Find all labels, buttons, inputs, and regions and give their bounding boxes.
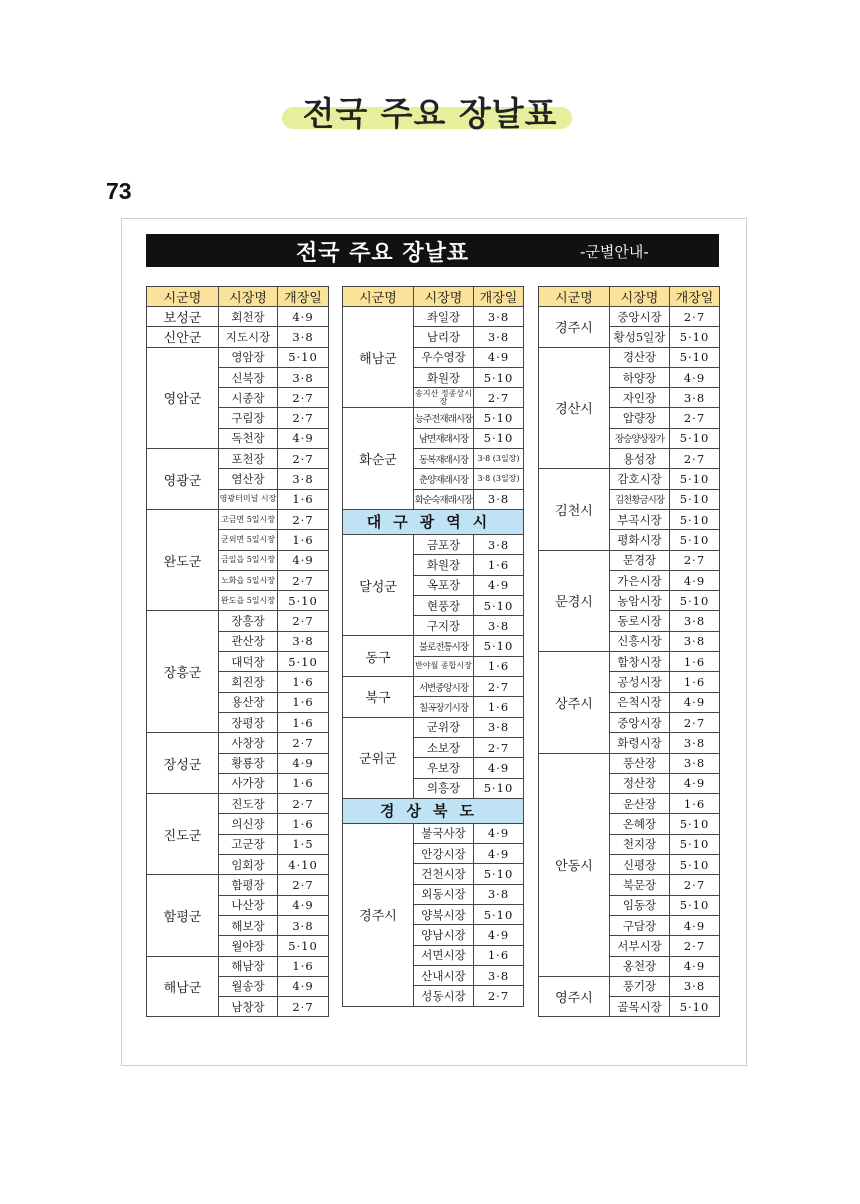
days-cell: 4·9 bbox=[278, 550, 329, 570]
market-cell: 불로전통시장 bbox=[414, 636, 474, 656]
table-row bbox=[147, 611, 329, 631]
page-title-wrap bbox=[0, 88, 860, 135]
days-cell: 1·6 bbox=[474, 697, 524, 717]
header-market: 시장명 bbox=[610, 287, 670, 307]
region-cell: 문경시 bbox=[539, 550, 610, 651]
days-cell: 5·10 bbox=[278, 347, 329, 367]
table-row bbox=[147, 327, 329, 347]
days-cell: 3·8 bbox=[278, 469, 329, 489]
days-cell: 4·9 bbox=[474, 575, 524, 595]
market-cell: 건천시장 bbox=[414, 864, 474, 884]
market-cell: 함창시장 bbox=[610, 652, 670, 672]
days-cell: 2·7 bbox=[670, 408, 720, 428]
market-cell: 사가장 bbox=[219, 773, 278, 793]
days-cell: 2·7 bbox=[474, 388, 524, 408]
days-cell: 5·10 bbox=[670, 855, 720, 875]
market-cell: 송지산 정종상시장 bbox=[414, 388, 474, 408]
market-cell: 동로시장 bbox=[610, 611, 670, 631]
days-cell: 1·6 bbox=[278, 814, 329, 834]
region-cell: 완도군 bbox=[147, 509, 219, 610]
market-table-2 bbox=[342, 286, 524, 1007]
days-cell: 5·10 bbox=[670, 834, 720, 854]
region-cell: 해남군 bbox=[147, 956, 219, 1017]
market-table-3 bbox=[538, 286, 720, 1017]
region-cell: 신안군 bbox=[147, 327, 219, 347]
market-cell: 화원장 bbox=[414, 367, 474, 387]
days-cell: 5·10 bbox=[474, 367, 524, 387]
days-cell: 1·6 bbox=[278, 530, 329, 550]
market-cell: 장승양상장가 bbox=[610, 428, 670, 448]
table-row bbox=[147, 347, 329, 367]
days-cell: 1·6 bbox=[278, 489, 329, 509]
days-cell: 3·8 bbox=[474, 965, 524, 985]
table-banner bbox=[146, 234, 719, 267]
days-cell: 4·9 bbox=[670, 915, 720, 935]
region-cell: 해남군 bbox=[343, 307, 414, 408]
market-cell: 화령시장 bbox=[610, 733, 670, 753]
market-cell: 군외면 5일시장 bbox=[219, 530, 278, 550]
days-cell: 4·9 bbox=[474, 758, 524, 778]
header-region: 시군명 bbox=[343, 287, 414, 307]
days-cell: 1·6 bbox=[670, 794, 720, 814]
market-cell: 평화시장 bbox=[610, 530, 670, 550]
market-cell: 화순숙재래시장 bbox=[414, 489, 474, 509]
days-cell: 5·10 bbox=[474, 778, 524, 798]
market-cell: 우보장 bbox=[414, 758, 474, 778]
header-region: 시군명 bbox=[147, 287, 219, 307]
days-cell: 3·8 bbox=[474, 717, 524, 737]
days-cell: 3·8 bbox=[278, 367, 329, 387]
market-cell: 남창장 bbox=[219, 997, 278, 1017]
days-cell: 1·5 bbox=[278, 834, 329, 854]
market-cell: 옥포장 bbox=[414, 575, 474, 595]
days-cell: 2·7 bbox=[474, 737, 524, 757]
region-cell: 김천시 bbox=[539, 469, 610, 550]
table-row bbox=[539, 469, 720, 489]
days-cell: 2·7 bbox=[278, 570, 329, 590]
days-cell: 3·8 bbox=[278, 631, 329, 651]
market-cell: 운산장 bbox=[610, 794, 670, 814]
days-cell: 5·10 bbox=[278, 652, 329, 672]
market-cell: 중앙시장 bbox=[610, 712, 670, 732]
market-cell: 북문장 bbox=[610, 875, 670, 895]
days-cell: 1·6 bbox=[278, 773, 329, 793]
market-cell: 성동시장 bbox=[414, 986, 474, 1006]
days-cell: 5·10 bbox=[670, 489, 720, 509]
banner-subtitle: -군별안내- bbox=[580, 243, 649, 261]
market-cell: 포천장 bbox=[219, 449, 278, 469]
days-cell: 2·7 bbox=[670, 307, 720, 327]
market-cell: 외동시장 bbox=[414, 884, 474, 904]
market-cell: 신북장 bbox=[219, 367, 278, 387]
market-cell: 금포장 bbox=[414, 534, 474, 554]
section-header: 경상북도 bbox=[343, 798, 524, 823]
region-cell: 장성군 bbox=[147, 733, 219, 794]
market-cell: 남리장 bbox=[414, 327, 474, 347]
days-cell: 4·9 bbox=[670, 692, 720, 712]
days-cell: 5·10 bbox=[474, 905, 524, 925]
market-cell: 신흥시장 bbox=[610, 631, 670, 651]
days-cell: 1·6 bbox=[278, 672, 329, 692]
market-cell: 부곡시장 bbox=[610, 509, 670, 529]
market-cell: 천지장 bbox=[610, 834, 670, 854]
market-cell: 사창장 bbox=[219, 733, 278, 753]
market-table-1 bbox=[146, 286, 329, 1017]
days-cell: 2·7 bbox=[278, 875, 329, 895]
market-cell: 회천장 bbox=[219, 307, 278, 327]
market-cell: 노화읍 5일시장 bbox=[219, 570, 278, 590]
market-cell: 완도읍 5일시장 bbox=[219, 591, 278, 611]
days-cell: 2·7 bbox=[278, 794, 329, 814]
days-cell: 2·7 bbox=[474, 986, 524, 1006]
market-cell: 영암장 bbox=[219, 347, 278, 367]
region-cell: 장흥군 bbox=[147, 611, 219, 733]
days-cell: 5·10 bbox=[474, 864, 524, 884]
days-cell: 5·10 bbox=[670, 814, 720, 834]
table-row bbox=[343, 717, 524, 737]
table-row bbox=[343, 307, 524, 327]
days-cell: 4·9 bbox=[474, 823, 524, 843]
region-cell: 달성군 bbox=[343, 534, 414, 635]
market-cell: 대덕장 bbox=[219, 652, 278, 672]
days-cell: 2·7 bbox=[670, 550, 720, 570]
days-cell: 1·6 bbox=[670, 672, 720, 692]
days-cell: 2·7 bbox=[670, 449, 720, 469]
market-cell: 동복재래시장 bbox=[414, 449, 474, 469]
market-cell: 양북시장 bbox=[414, 905, 474, 925]
days-cell: 4·9 bbox=[670, 570, 720, 590]
market-cell: 반야월 종합시장 bbox=[414, 656, 474, 676]
days-cell: 4·9 bbox=[670, 367, 720, 387]
region-cell: 보성군 bbox=[147, 307, 219, 327]
days-cell: 5·10 bbox=[474, 595, 524, 615]
market-cell: 군위장 bbox=[414, 717, 474, 737]
market-cell: 나산장 bbox=[219, 895, 278, 915]
days-cell: 2·7 bbox=[278, 388, 329, 408]
region-cell: 군위군 bbox=[343, 717, 414, 798]
table-row bbox=[147, 449, 329, 469]
market-cell: 서면시장 bbox=[414, 945, 474, 965]
days-cell: 4·9 bbox=[278, 428, 329, 448]
market-cell: 은척시장 bbox=[610, 692, 670, 712]
market-cell: 남면재래시장 bbox=[414, 428, 474, 448]
market-cell: 산내시장 bbox=[414, 965, 474, 985]
table-row bbox=[539, 550, 720, 570]
days-cell: 3·8 bbox=[474, 616, 524, 636]
market-cell: 김천황금시장 bbox=[610, 489, 670, 509]
market-cell: 염산장 bbox=[219, 469, 278, 489]
market-cell: 양남시장 bbox=[414, 925, 474, 945]
days-cell: 1·6 bbox=[278, 956, 329, 976]
days-cell: 5·10 bbox=[670, 428, 720, 448]
days-cell: 2·7 bbox=[278, 997, 329, 1017]
market-cell: 우수영장 bbox=[414, 347, 474, 367]
days-cell: 1·6 bbox=[278, 712, 329, 732]
page-title: 전국 주요 장날표 bbox=[302, 94, 558, 133]
market-cell: 안강시장 bbox=[414, 844, 474, 864]
table-row bbox=[147, 509, 329, 529]
market-cell: 의신장 bbox=[219, 814, 278, 834]
table-row bbox=[147, 875, 329, 895]
market-cell: 서변중앙시장 bbox=[414, 677, 474, 697]
market-cell: 소보장 bbox=[414, 737, 474, 757]
region-cell: 진도군 bbox=[147, 794, 219, 875]
days-cell: 3·8 bbox=[278, 327, 329, 347]
table-row bbox=[147, 307, 329, 327]
market-cell: 독천장 bbox=[219, 428, 278, 448]
table-row bbox=[147, 956, 329, 976]
table-row bbox=[539, 347, 720, 367]
days-cell: 3·8 bbox=[670, 631, 720, 651]
market-cell: 풍산장 bbox=[610, 753, 670, 773]
days-cell: 3·8 bbox=[474, 884, 524, 904]
market-cell: 정산장 bbox=[610, 773, 670, 793]
days-cell: 1·6 bbox=[278, 692, 329, 712]
market-cell: 함평장 bbox=[219, 875, 278, 895]
days-cell: 5·10 bbox=[670, 591, 720, 611]
days-cell: 1·6 bbox=[474, 656, 524, 676]
days-cell: 4·9 bbox=[278, 976, 329, 996]
section-header: 대구광역시 bbox=[343, 509, 524, 534]
days-cell: 5·10 bbox=[278, 591, 329, 611]
region-cell: 화순군 bbox=[343, 408, 414, 509]
days-cell: 2·7 bbox=[670, 936, 720, 956]
table-row bbox=[343, 823, 524, 843]
table-row bbox=[539, 307, 720, 327]
market-cell: 구담장 bbox=[610, 915, 670, 935]
market-cell: 공성시장 bbox=[610, 672, 670, 692]
header-days: 개장일 bbox=[670, 287, 720, 307]
days-cell: 4·9 bbox=[474, 347, 524, 367]
table-row bbox=[343, 677, 524, 697]
market-cell: 현풍장 bbox=[414, 595, 474, 615]
section-row bbox=[343, 798, 524, 823]
table-row bbox=[539, 976, 720, 996]
header-days: 개장일 bbox=[278, 287, 329, 307]
market-cell: 시종장 bbox=[219, 388, 278, 408]
days-cell: 4·9 bbox=[278, 895, 329, 915]
market-cell: 황성5일장 bbox=[610, 327, 670, 347]
days-cell: 3·8 bbox=[474, 489, 524, 509]
region-cell: 경산시 bbox=[539, 347, 610, 469]
market-cell: 해보장 bbox=[219, 915, 278, 935]
days-cell: 2·7 bbox=[278, 611, 329, 631]
market-cell: 황룡장 bbox=[219, 753, 278, 773]
region-cell: 경주시 bbox=[343, 823, 414, 1006]
days-cell: 4·9 bbox=[278, 307, 329, 327]
days-cell: 1·6 bbox=[474, 555, 524, 575]
days-cell: 3·8 bbox=[670, 388, 720, 408]
region-cell: 함평군 bbox=[147, 875, 219, 956]
market-cell: 압량장 bbox=[610, 408, 670, 428]
days-cell: 3·8 bbox=[670, 753, 720, 773]
days-cell: 5·10 bbox=[670, 997, 720, 1017]
market-cell: 월송장 bbox=[219, 976, 278, 996]
market-cell: 진도장 bbox=[219, 794, 278, 814]
header-market: 시장명 bbox=[414, 287, 474, 307]
market-cell: 용성장 bbox=[610, 449, 670, 469]
banner-title: 전국 주요 장날표 bbox=[296, 241, 470, 266]
days-cell: 5·10 bbox=[278, 936, 329, 956]
market-cell: 능주전재래시장 bbox=[414, 408, 474, 428]
market-cell: 불국사장 bbox=[414, 823, 474, 843]
days-cell: 3·8 bbox=[474, 307, 524, 327]
market-cell: 골목시장 bbox=[610, 997, 670, 1017]
market-cell: 하양장 bbox=[610, 367, 670, 387]
market-cell: 자인장 bbox=[610, 388, 670, 408]
market-cell: 장흥장 bbox=[219, 611, 278, 631]
days-cell: 3·8 bbox=[670, 733, 720, 753]
days-cell: 2·7 bbox=[670, 875, 720, 895]
days-cell: 4·10 bbox=[278, 855, 329, 875]
days-cell: 5·10 bbox=[670, 509, 720, 529]
region-cell: 영주시 bbox=[539, 976, 610, 1017]
market-cell: 임회장 bbox=[219, 855, 278, 875]
header-market: 시장명 bbox=[219, 287, 278, 307]
section-row bbox=[343, 509, 524, 534]
days-cell: 5·10 bbox=[474, 408, 524, 428]
table-row bbox=[343, 534, 524, 554]
table-row bbox=[539, 652, 720, 672]
days-cell: 2·7 bbox=[278, 449, 329, 469]
market-cell: 농암시장 bbox=[610, 591, 670, 611]
table-row bbox=[343, 636, 524, 656]
days-cell: 1·6 bbox=[474, 945, 524, 965]
days-cell: 5·10 bbox=[670, 347, 720, 367]
region-cell: 상주시 bbox=[539, 652, 610, 753]
market-cell: 의흥장 bbox=[414, 778, 474, 798]
days-cell: 3·8 bbox=[670, 976, 720, 996]
market-cell: 영광터미널 시장 bbox=[219, 489, 278, 509]
market-cell: 구림장 bbox=[219, 408, 278, 428]
market-cell: 해남장 bbox=[219, 956, 278, 976]
region-cell: 영암군 bbox=[147, 347, 219, 448]
region-cell: 영광군 bbox=[147, 449, 219, 510]
days-cell: 2·7 bbox=[278, 509, 329, 529]
days-cell: 2·7 bbox=[278, 733, 329, 753]
market-cell: 구지장 bbox=[414, 616, 474, 636]
days-cell: 4·9 bbox=[670, 773, 720, 793]
days-cell: 5·10 bbox=[474, 636, 524, 656]
region-cell: 경주시 bbox=[539, 307, 610, 348]
days-cell: 3·8 bbox=[670, 611, 720, 631]
table-row bbox=[147, 794, 329, 814]
days-cell: 3·8 bbox=[474, 327, 524, 347]
days-cell: 2·7 bbox=[278, 408, 329, 428]
days-cell: 5·10 bbox=[670, 530, 720, 550]
market-cell: 월야장 bbox=[219, 936, 278, 956]
days-cell: 3·8 bbox=[278, 915, 329, 935]
days-cell: 3·8 (3일장) bbox=[474, 469, 524, 489]
market-cell: 풍기장 bbox=[610, 976, 670, 996]
market-cell: 좌일장 bbox=[414, 307, 474, 327]
market-cell: 임동장 bbox=[610, 895, 670, 915]
market-cell: 금일읍 5일시장 bbox=[219, 550, 278, 570]
region-cell: 동구 bbox=[343, 636, 414, 677]
days-cell: 4·9 bbox=[474, 844, 524, 864]
market-cell: 화원장 bbox=[414, 555, 474, 575]
market-cell: 옹천장 bbox=[610, 956, 670, 976]
market-cell: 회진장 bbox=[219, 672, 278, 692]
days-cell: 5·10 bbox=[670, 469, 720, 489]
days-cell: 1·6 bbox=[670, 652, 720, 672]
market-cell: 지도시장 bbox=[219, 327, 278, 347]
days-cell: 2·7 bbox=[474, 677, 524, 697]
days-cell: 5·10 bbox=[670, 895, 720, 915]
days-cell: 3·8 (3일장) bbox=[474, 449, 524, 469]
market-cell: 감호시장 bbox=[610, 469, 670, 489]
days-cell: 4·9 bbox=[670, 956, 720, 976]
table-row bbox=[343, 408, 524, 428]
market-cell: 가은시장 bbox=[610, 570, 670, 590]
market-cell: 장평장 bbox=[219, 712, 278, 732]
page-number: 73 bbox=[106, 178, 132, 204]
market-cell: 문경장 bbox=[610, 550, 670, 570]
market-cell: 춘양재래시장 bbox=[414, 469, 474, 489]
days-cell: 5·10 bbox=[474, 428, 524, 448]
market-cell: 용산장 bbox=[219, 692, 278, 712]
days-cell: 3·8 bbox=[474, 534, 524, 554]
region-cell: 북구 bbox=[343, 677, 414, 718]
table-row bbox=[147, 733, 329, 753]
market-cell: 고금면 5일시장 bbox=[219, 509, 278, 529]
days-cell: 4·9 bbox=[278, 753, 329, 773]
days-cell: 5·10 bbox=[670, 327, 720, 347]
market-cell: 고군장 bbox=[219, 834, 278, 854]
market-cell: 칠곡장기시장 bbox=[414, 697, 474, 717]
table-row bbox=[539, 753, 720, 773]
market-cell: 관산장 bbox=[219, 631, 278, 651]
market-cell: 온혜장 bbox=[610, 814, 670, 834]
header-region: 시군명 bbox=[539, 287, 610, 307]
header-days: 개장일 bbox=[474, 287, 524, 307]
market-cell: 신평장 bbox=[610, 855, 670, 875]
market-cell: 서부시장 bbox=[610, 936, 670, 956]
region-cell: 안동시 bbox=[539, 753, 610, 976]
market-cell: 경산장 bbox=[610, 347, 670, 367]
market-cell: 중앙시장 bbox=[610, 307, 670, 327]
days-cell: 2·7 bbox=[670, 712, 720, 732]
days-cell: 4·9 bbox=[474, 925, 524, 945]
